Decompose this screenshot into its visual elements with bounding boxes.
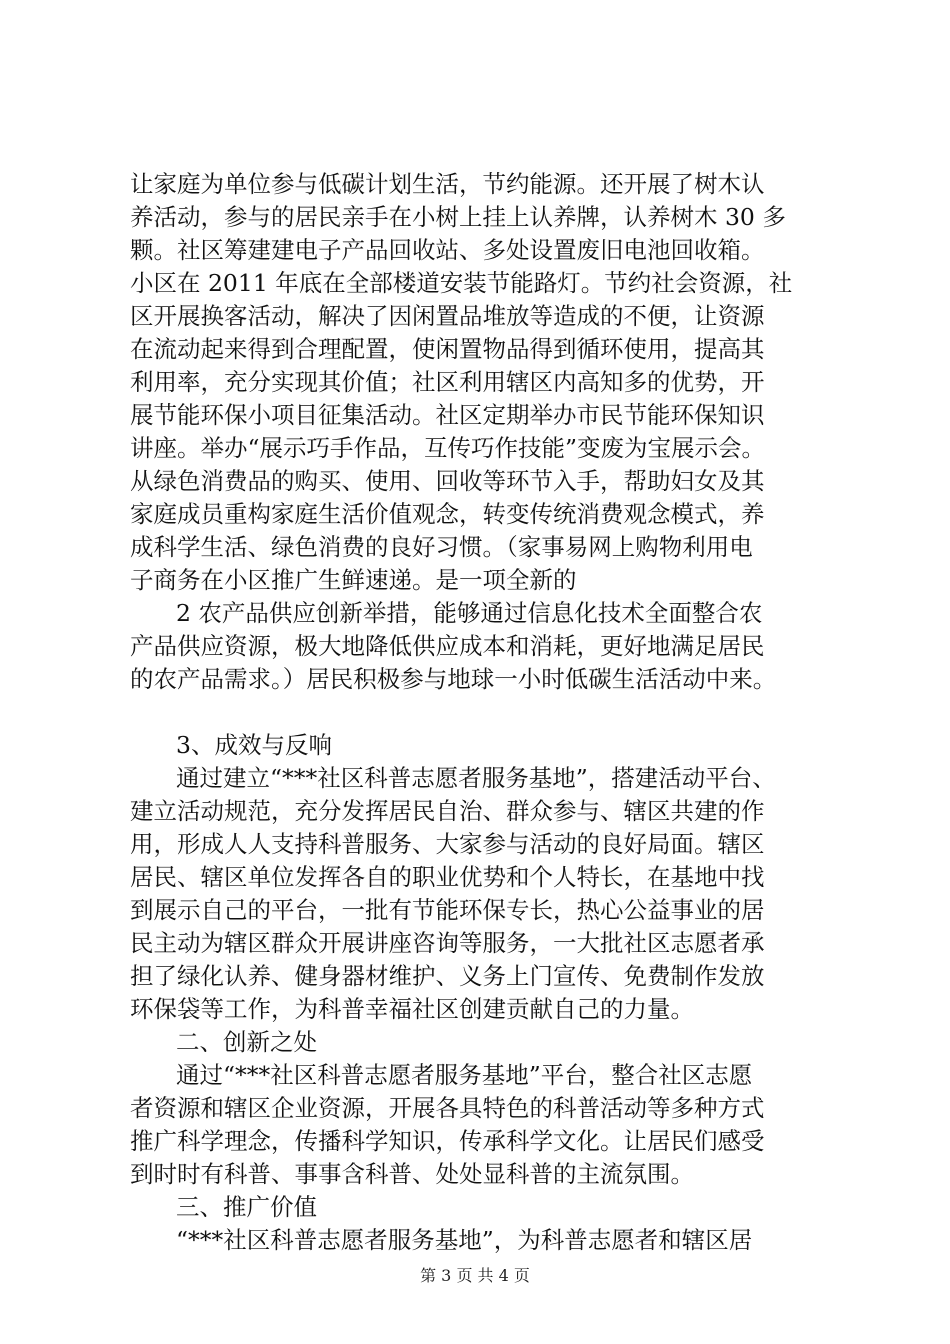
text-line: 产品供应资源，极大地降低供应成本和消耗，更好地满足居民	[130, 632, 765, 660]
text-line: 到时时有科普、事事含科普、处处显科普的主流氛围。	[130, 1160, 694, 1188]
text-line: 小区在 2011 年底在全部楼道安装节能路灯。节约社会资源，社	[130, 269, 793, 297]
text-line: 在流动起来得到合理配置，使闲置物品得到循环使用，提高其	[130, 335, 765, 363]
text-line: 子商务在小区推广生鲜速递。是一项全新的	[130, 566, 577, 594]
text-line: 通过“***社区科普志愿者服务基地”平台，整合社区志愿	[176, 1061, 753, 1089]
text-line: 成科学生活、绿色消费的良好习惯。（家事易网上购物利用电	[130, 533, 753, 561]
text-line: 颗。社区筹建建电子产品回收站、多处设置废旧电池回收箱。	[130, 236, 765, 264]
text-line: 担了绿化认养、健身器材维护、义务上门宣传、免费制作发放	[130, 962, 765, 990]
text-line: “***社区科普志愿者服务基地”，为科普志愿者和辖区居	[176, 1226, 753, 1254]
paragraph-gap	[130, 696, 830, 729]
text-line: 二、创新之处	[176, 1028, 317, 1056]
text-line: 3、成效与反响	[176, 731, 332, 759]
text-line: 养活动，参与的居民亲手在小树上挂上认养牌，认养树木 30 多	[130, 203, 786, 231]
text-line: 讲座。举办“展示巧手作品，互传巧作技能”变废为宝展示会。	[130, 434, 766, 462]
text-line: 居民、辖区单位发挥各自的职业优势和个人特长，在基地中找	[130, 863, 765, 891]
text-line: 通过建立“***社区科普志愿者服务基地”，搭建活动平台、	[176, 764, 776, 792]
text-line: 三、推广价值	[176, 1193, 317, 1221]
text-line: 展节能环保小项目征集活动。社区定期举办市民节能环保知识	[130, 401, 765, 429]
text-line: 从绿色消费品的购买、使用、回收等环节入手，帮助妇女及其	[130, 467, 765, 495]
text-line: 2 农产品供应创新举措，能够通过信息化技术全面整合农	[176, 599, 763, 627]
page-footer: 第 3 页 共 4 页	[420, 1266, 530, 1285]
text-line: 的农产品需求。）居民积极参与地球一小时低碳生活活动中来。	[130, 665, 777, 693]
text-line: 到展示自己的平台，一批有节能环保专长，热心公益事业的居	[130, 896, 765, 924]
text-line: 建立活动规范，充分发挥居民自治、群众参与、辖区共建的作	[130, 797, 765, 825]
text-line: 者资源和辖区企业资源，开展各具特色的科普活动等多种方式	[130, 1094, 765, 1122]
text-line: 让家庭为单位参与低碳计划生活，节约能源。还开展了树木认	[130, 170, 765, 198]
text-line: 推广科学理念，传播科学知识，传承科学文化。让居民们感受	[130, 1127, 765, 1155]
text-line: 家庭成员重构家庭生活价值观念，转变传统消费观念模式，养	[130, 500, 765, 528]
document-body	[130, 168, 830, 1257]
text-line: 利用率，充分实现其价值；社区利用辖区内高知多的优势，开	[130, 368, 765, 396]
text-line: 用，形成人人支持科普服务、大家参与活动的良好局面。辖区	[130, 830, 765, 858]
text-line: 环保袋等工作，为科普幸福社区创建贡献自己的力量。	[130, 995, 694, 1023]
text-line: 民主动为辖区群众开展讲座咨询等服务，一大批社区志愿者承	[130, 929, 765, 957]
text-line: 区开展换客活动，解决了因闲置品堆放等造成的不便，让资源	[130, 302, 765, 330]
